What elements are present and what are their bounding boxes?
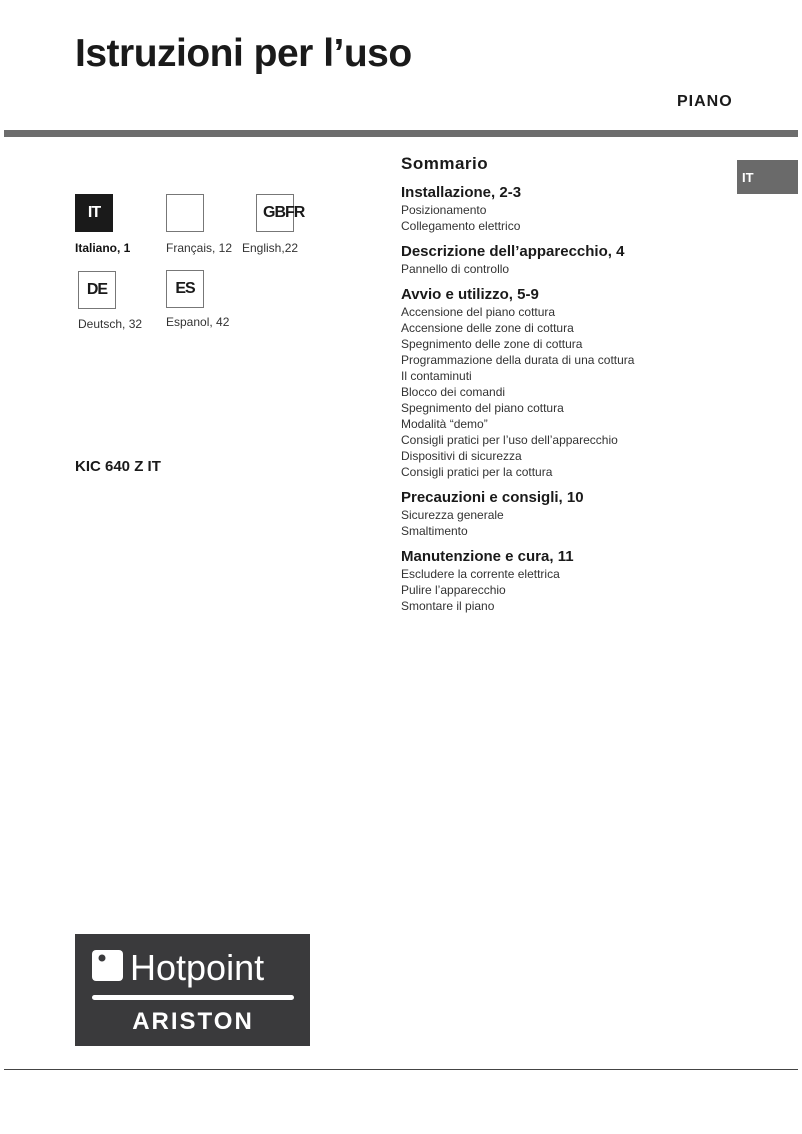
toc-section-heading: Avvio e utilizzo, 5-9	[401, 286, 539, 303]
document-title: Istruzioni per l’uso	[75, 32, 412, 75]
logo-graphic	[75, 934, 310, 1046]
toc-item: Collegamento elettrico	[401, 219, 521, 233]
toc-title: Sommario	[401, 154, 489, 173]
toc-item: Spegnimento delle zone di cottura	[401, 337, 583, 351]
toc-item: Accensione delle zone di cottura	[401, 321, 574, 335]
toc-section	[401, 184, 731, 234]
header-divider	[4, 130, 798, 137]
hotpoint-ariston-logo	[75, 934, 310, 1046]
toc-item: Smaltimento	[401, 524, 468, 538]
toc-item: Sicurezza generale	[401, 508, 504, 522]
toc-item: Consigli pratici per la cottura	[401, 465, 553, 479]
toc-item: Posizionamento	[401, 203, 487, 217]
lang-label-en: English,22	[242, 241, 299, 255]
footer-divider	[4, 1069, 798, 1070]
lang-label-es: Espanol, 42	[166, 315, 230, 329]
lang-box-it: IT	[75, 194, 113, 232]
toc-section-heading: Installazione, 2-3	[401, 184, 522, 201]
toc-item: Programmazione della durata di una cottura	[401, 353, 635, 367]
toc-item: Accensione del piano cottura	[401, 305, 556, 319]
toc-section	[401, 243, 731, 277]
toc-item: Modalità “demo”	[401, 417, 488, 431]
toc-item: Il contaminuti	[401, 369, 472, 383]
lang-label-it: Italiano, 1	[75, 241, 131, 255]
lang-box-de: DE	[78, 271, 116, 309]
lang-label-fr: Français, 12	[166, 241, 233, 255]
logo-brand-text: Hotpoint	[130, 947, 265, 988]
toc-section	[401, 286, 731, 480]
lang-label-de: Deutsch, 32	[78, 317, 143, 331]
product-type: PIANO	[677, 93, 733, 110]
toc-section	[401, 489, 731, 539]
toc-section-heading: Manutenzione e cura, 11	[401, 548, 574, 565]
toc-item: Pannello di controllo	[401, 262, 510, 276]
toc-item: Consigli pratici per l’uso dell’apparecchio	[401, 433, 618, 447]
toc-section-heading: Precauzioni e consigli, 10	[401, 489, 584, 506]
toc-item: Pulire l’apparecchio	[401, 583, 506, 597]
lang-box-gbfr: GBFR	[256, 194, 294, 232]
toc-section	[401, 548, 731, 614]
lang-box-fr	[166, 194, 204, 232]
toc-section-heading: Descrizione dell’apparecchio, 4	[401, 243, 625, 260]
toc-item: Smontare il piano	[401, 599, 495, 613]
lang-box-es: ES	[166, 270, 204, 308]
toc-item: Spegnimento del piano cottura	[401, 401, 564, 415]
toc-item: Blocco dei comandi	[401, 385, 506, 399]
toc-item: Escludere la corrente elettrica	[401, 567, 560, 581]
model-number: KIC 640 Z IT	[75, 458, 161, 475]
logo-sub-text: ARISTON	[132, 1008, 254, 1035]
table-of-contents	[401, 154, 731, 623]
toc-item: Dispositivi di sicurezza	[401, 449, 522, 463]
language-tab: IT	[737, 160, 798, 194]
